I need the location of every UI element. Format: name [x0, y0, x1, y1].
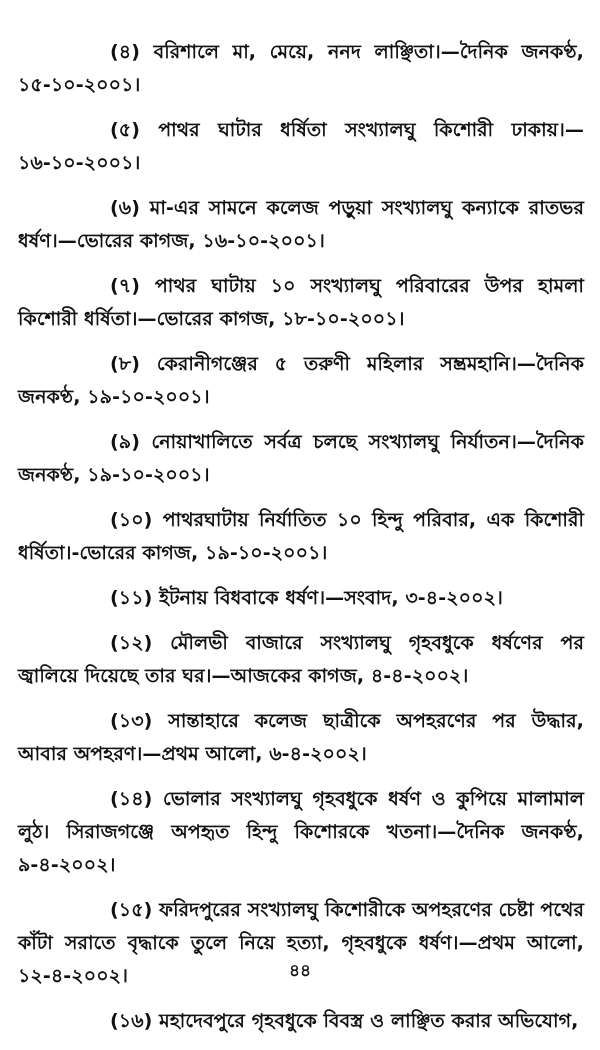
news-entry: (৪) বরিশালে মা, মেয়ে, ননদ লাঞ্ছিতা।—দৈনিক জনকণ্ঠ, ১৫-১০-২০০১।: [18, 41, 584, 96]
news-entry: (১৬) মহাদেবপুরে গৃহবধুকে বিবস্ত্র ও লাঞ্ছিত করার অভিযোগ,: [110, 1010, 579, 1032]
news-entry: (১১) ইটনায় বিধবাকে ধর্ষণ।—সংবাদ, ৩-৪-২০০২।: [110, 587, 503, 609]
news-entry-list: [18, 36, 584, 1050]
page-number: ৪৪: [288, 961, 312, 981]
news-entry: (১২) মৌলভী বাজারে সংখ্যালঘু গৃহবধুকে ধর্ষণের পর জ্বালিয়ে দিয়েছে তার ঘর।—আজকের কাগজ, ৪-৪-২০০২।: [18, 632, 584, 687]
news-entry: (১৩) সান্তাহারে কলেজ ছাত্রীকে অপহরণের পর উদ্ধার, আবার অপহরণ।—প্রথম আলো, ৬-৪-২০০২।: [18, 710, 584, 765]
news-entry: (১০) পাথরঘাটায় নির্যাতিত ১০ হিন্দু পরিবার, এক কিশোরী ধর্ষিতা।-ভোরের কাগজ, ১৯-১০-২০০১।: [18, 509, 584, 564]
news-entry: (১৪) ভোলার সংখ্যালঘু গৃহবধুকে ধর্ষণ ও কুপিয়ে মালামাল লুঠ। সিরাজগঞ্জে অপহৃত হিন্দু কিশোরকে খতনা।—দৈনিক জনকণ্ঠ, ৯-৪-২০০২।: [18, 788, 584, 876]
news-entry: (৬) মা-এর সামনে কলেজ পড়ুয়া সংখ্যালঘু কন্যাকে রাতভর ধর্ষণ।—ভোরের কাগজ, ১৬-১০-২০০১।: [18, 197, 584, 252]
news-entry: (১৫) ফরিদপুরের সংখ্যালঘু কিশোরীকে অপহরণের চেষ্টা পথের কাঁটা সরাতে বৃদ্ধাকে তুলে নিয়ে হত্যা, গৃহবধুকে ধর্ষণ।—প্রথম আলো, ১২-৪-২০০২।: [18, 899, 584, 987]
news-entry: (৮) কেরানীগঞ্জের ৫ তরুণী মহিলার সম্ভ্রমহানি।—দৈনিক জনকণ্ঠ, ১৯-১০-২০০১।: [18, 353, 584, 408]
news-entry: (৯) নোয়াখালিতে সর্বত্র চলছে সংখ্যালঘু নির্যাতন।—দৈনিক জনকণ্ঠ, ১৯-১০-২০০১।: [18, 431, 584, 486]
news-entry: (৭) পাথর ঘাটায় ১০ সংখ্যালঘু পরিবারের উপর হামলা কিশোরী ধর্ষিতা।—ভোরের কাগজ, ১৮-১০-২০০১।: [18, 275, 584, 330]
news-entry: (৫) পাথর ঘাটার ধর্ষিতা সংখ্যালঘু কিশোরী ঢাকায়।—১৬-১০-২০০১।: [18, 119, 584, 174]
